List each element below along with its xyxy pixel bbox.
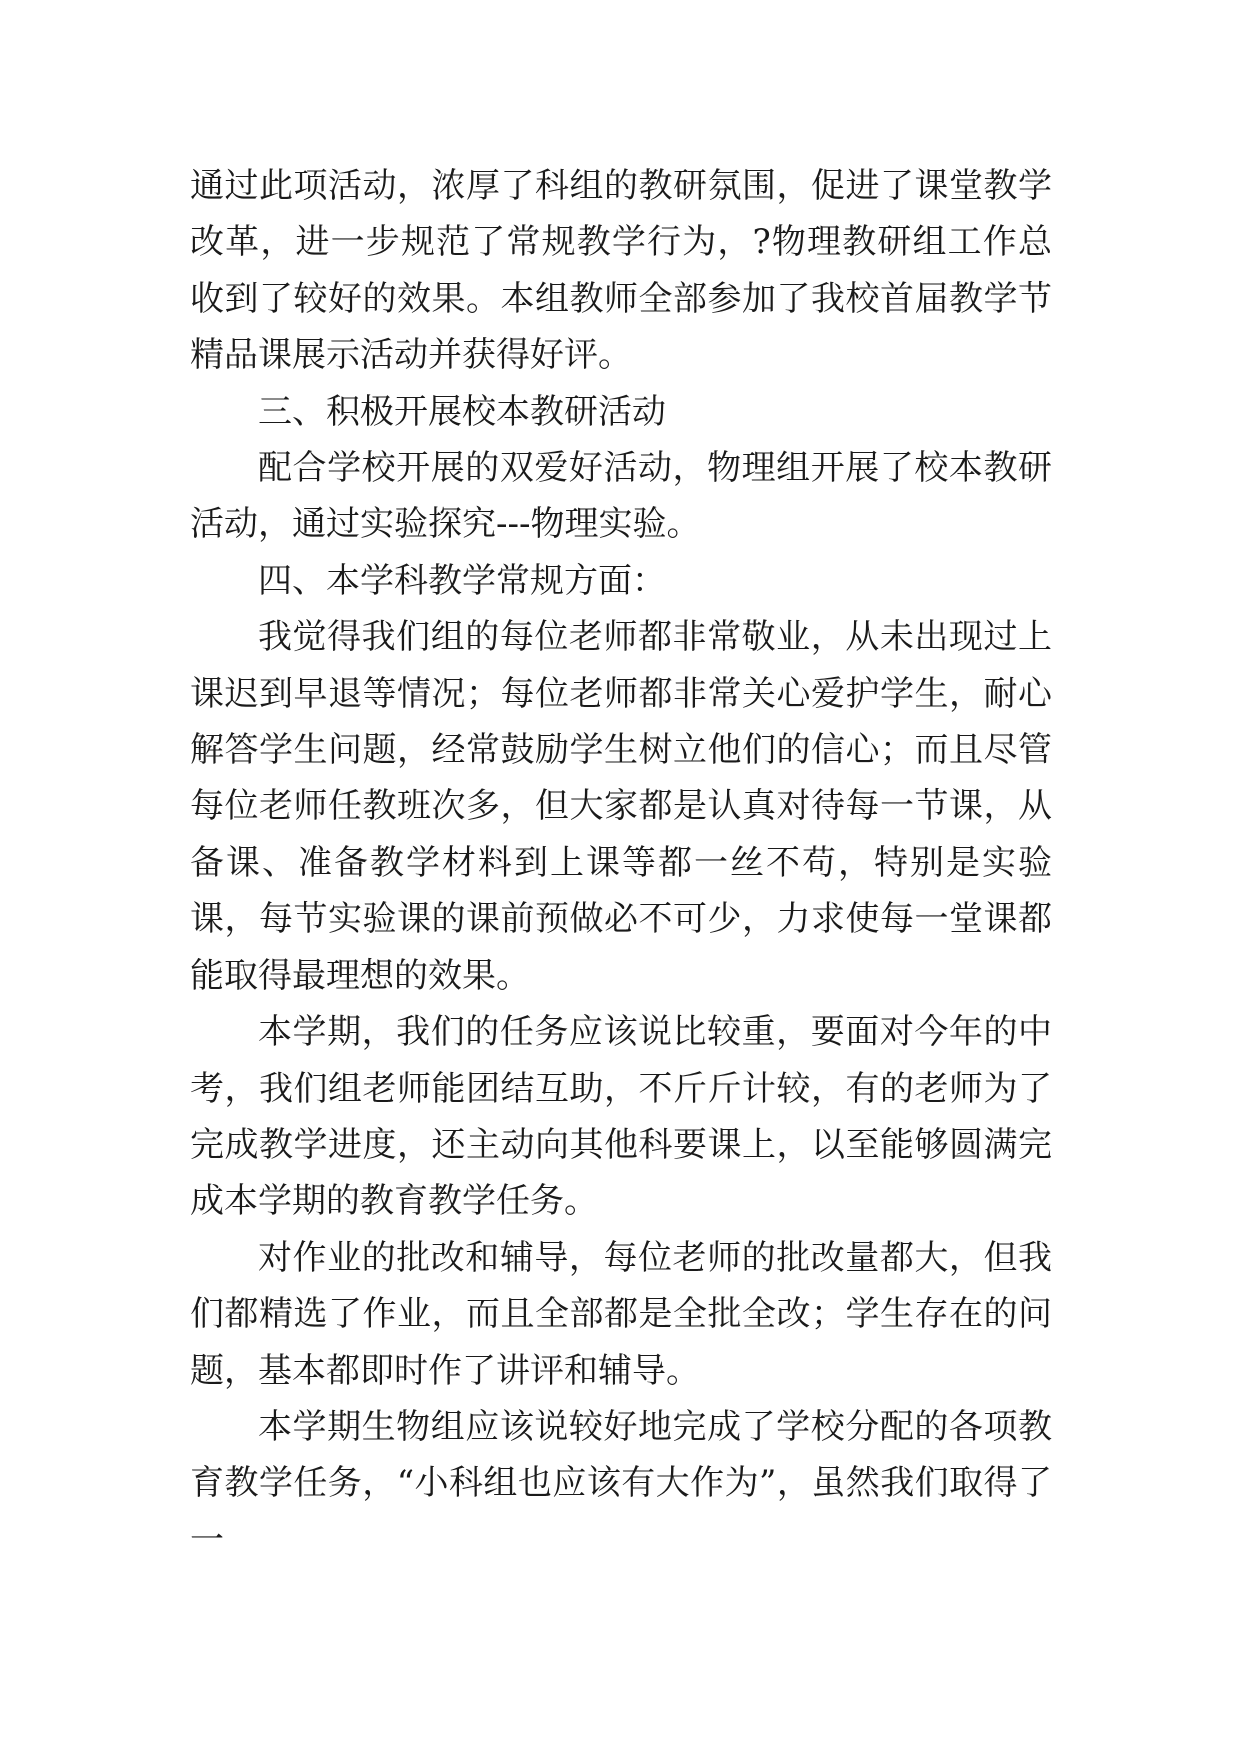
paragraph-summary: 本学期生物组应该说较好地完成了学校分配的各项教育教学任务，“小科组也应该有大作为”，虽然我们取得了一 <box>190 1406 1052 1560</box>
paragraph-semester-tasks: 本学期，我们的任务应该说比较重，要面对今年的中考，我们组老师能团结互助，不斤斤计较，有的老师为了完成教学进度，还主动向其他科要课上，以至能够圆满完成本学期的教育教学任务。 <box>190 1012 1052 1222</box>
paragraph-continuation: 通过此项活动，浓厚了科组的教研氛围，促进了课堂教学改革，进一步规范了常规教学行为，?物理教研组工作总收到了较好的效果。本组教师全部参加了我校首届教学节精品课展示活动并获得好评。 <box>190 166 1052 376</box>
document-body <box>190 158 1052 1568</box>
section-heading-3: 三、积极开展校本教研活动 <box>258 391 666 432</box>
paragraph-homework: 对作业的批改和辅导，每位老师的批改量都大，但我们都精选了作业，而且全部都是全批全改；学生存在的问题，基本都即时作了讲评和辅导。 <box>190 1237 1052 1391</box>
paragraph-teacher-dedication: 我觉得我们组的每位老师都非常敬业，从未出现过上课迟到早退等情况；每位老师都非常关心爱护学生，耐心解答学生问题，经常鼓励学生树立他们的信心；而且尽管每位老师任教班次多，但大家都是认真对待每一节课，从备课、准备教学材料到上课等都一丝不苟，特别是实验课，每节实验课的课前预做必不可少，力求使每一堂课都能取得最理想的效果。 <box>190 617 1052 996</box>
paragraph-school-research: 配合学校开展的双爱好活动，物理组开展了校本教研活动，通过实验探究---物理实验。 <box>190 448 1052 545</box>
section-heading-4: 四、本学科教学常规方面： <box>258 560 666 601</box>
